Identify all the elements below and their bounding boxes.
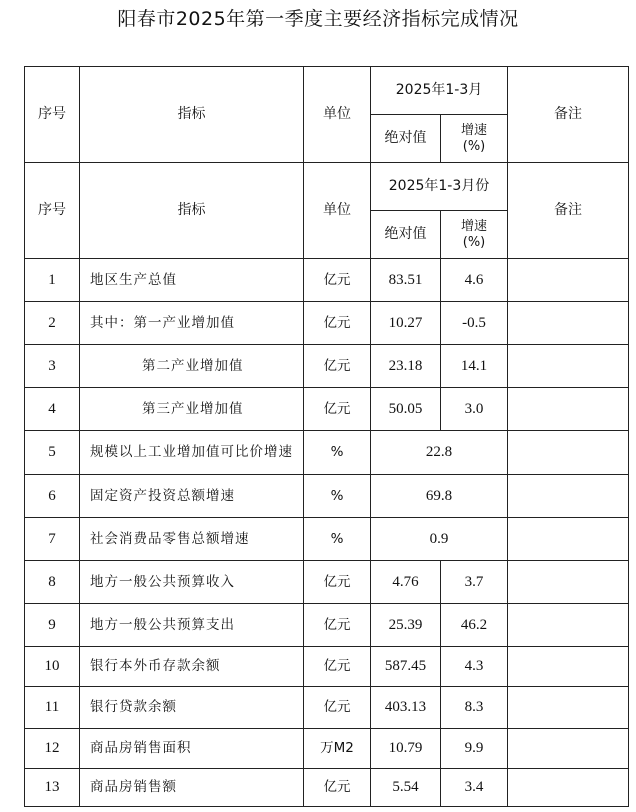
row-growth-value: 8.3 (441, 687, 508, 729)
row-remark (508, 345, 629, 388)
row-abs-value: 83.51 (371, 259, 441, 302)
row-seq: 3 (25, 345, 80, 388)
row-seq: 7 (25, 518, 80, 561)
row-seq: 6 (25, 475, 80, 518)
row-remark (508, 388, 629, 431)
row-seq: 10 (25, 647, 80, 687)
table-row (25, 561, 629, 604)
header-period: 2025年1-3月 (371, 67, 508, 115)
row-unit: % (304, 475, 371, 518)
row-growth-value: 4.3 (441, 647, 508, 687)
row-indicator: 银行贷款余额 (80, 687, 304, 729)
row-seq: 12 (25, 729, 80, 769)
row-remark (508, 518, 629, 561)
header-growth (441, 211, 508, 259)
header-remark: 备注 (508, 163, 629, 259)
row-merged-value: 69.8 (371, 475, 508, 518)
row-unit: 亿元 (304, 302, 371, 345)
header-seq: 序号 (25, 67, 80, 163)
header-growth-label: 增速 (460, 218, 487, 234)
row-remark (508, 475, 629, 518)
table-row (25, 687, 629, 729)
row-unit: 亿元 (304, 687, 371, 729)
row-unit: 万M2 (304, 729, 371, 769)
table-row (25, 259, 629, 302)
row-abs-value: 4.76 (371, 561, 441, 604)
row-merged-value: 22.8 (371, 431, 508, 475)
row-remark (508, 687, 629, 729)
row-growth-value: 3.0 (441, 388, 508, 431)
row-unit: 亿元 (304, 647, 371, 687)
header-indicator: 指标 (80, 67, 304, 163)
row-abs-value: 25.39 (371, 604, 441, 647)
row-seq: 1 (25, 259, 80, 302)
row-unit: % (304, 431, 371, 475)
row-indicator: 第三产业增加值 (80, 388, 304, 431)
row-indicator: 固定资产投资总额增速 (80, 475, 304, 518)
header-period: 2025年1-3月份 (371, 163, 508, 211)
row-remark (508, 769, 629, 807)
row-indicator: 规模以上工业增加值可比价增速 (80, 431, 304, 475)
row-abs-value: 23.18 (371, 345, 441, 388)
row-unit: % (304, 518, 371, 561)
header-abs: 绝对值 (371, 115, 441, 163)
row-unit: 亿元 (304, 769, 371, 807)
row-seq: 13 (25, 769, 80, 807)
row-unit: 亿元 (304, 561, 371, 604)
row-abs-value: 403.13 (371, 687, 441, 729)
row-growth-value: 9.9 (441, 729, 508, 769)
header-remark: 备注 (508, 67, 629, 163)
header-row (25, 67, 629, 115)
row-unit: 亿元 (304, 345, 371, 388)
row-abs-value: 10.27 (371, 302, 441, 345)
row-indicator: 商品房销售面积 (80, 729, 304, 769)
row-indicator: 地方一般公共预算收入 (80, 561, 304, 604)
row-indicator: 商品房销售额 (80, 769, 304, 807)
row-growth-value: 3.4 (441, 769, 508, 807)
row-indicator: 第二产业增加值 (80, 345, 304, 388)
row-seq: 4 (25, 388, 80, 431)
header-indicator: 指标 (80, 163, 304, 259)
table-row (25, 769, 629, 807)
header-growth-unit: (%) (462, 234, 486, 250)
row-indicator: 地区生产总值 (80, 259, 304, 302)
row-merged-value: 0.9 (371, 518, 508, 561)
header-unit: 单位 (304, 163, 371, 259)
header-abs: 绝对值 (371, 211, 441, 259)
row-growth-value: -0.5 (441, 302, 508, 345)
table-row (25, 647, 629, 687)
row-unit: 亿元 (304, 388, 371, 431)
header-unit: 单位 (304, 67, 371, 163)
row-indicator: 地方一般公共预算支出 (80, 604, 304, 647)
table-row (25, 431, 629, 475)
header-seq: 序号 (25, 163, 80, 259)
row-growth-value: 14.1 (441, 345, 508, 388)
row-abs-value: 587.45 (371, 647, 441, 687)
row-growth-value: 46.2 (441, 604, 508, 647)
table-row (25, 388, 629, 431)
row-seq: 9 (25, 604, 80, 647)
table-row (25, 604, 629, 647)
table-row (25, 518, 629, 561)
row-remark (508, 604, 629, 647)
indicators-table (24, 66, 629, 807)
row-indicator: 社会消费品零售总额增速 (80, 518, 304, 561)
header-growth-label: 增速 (460, 122, 487, 138)
header-growth (441, 115, 508, 163)
row-growth-value: 4.6 (441, 259, 508, 302)
row-seq: 8 (25, 561, 80, 604)
header-growth-unit: (%) (462, 138, 486, 154)
page-title: 阳春市2025年第一季度主要经济指标完成情况 (117, 8, 519, 30)
row-remark (508, 561, 629, 604)
row-seq: 5 (25, 431, 80, 475)
row-abs-value: 10.79 (371, 729, 441, 769)
row-abs-value: 5.54 (371, 769, 441, 807)
row-unit: 亿元 (304, 259, 371, 302)
table-row (25, 729, 629, 769)
row-indicator: 其中：第一产业增加值 (80, 302, 304, 345)
table-row (25, 345, 629, 388)
row-indicator: 银行本外币存款余额 (80, 647, 304, 687)
row-seq: 2 (25, 302, 80, 345)
header-row (25, 163, 629, 211)
row-remark (508, 259, 629, 302)
row-abs-value: 50.05 (371, 388, 441, 431)
row-growth-value: 3.7 (441, 561, 508, 604)
table-row (25, 475, 629, 518)
row-remark (508, 729, 629, 769)
table-row (25, 302, 629, 345)
row-unit: 亿元 (304, 604, 371, 647)
row-remark (508, 431, 629, 475)
row-remark (508, 647, 629, 687)
row-seq: 11 (25, 687, 80, 729)
row-remark (508, 302, 629, 345)
